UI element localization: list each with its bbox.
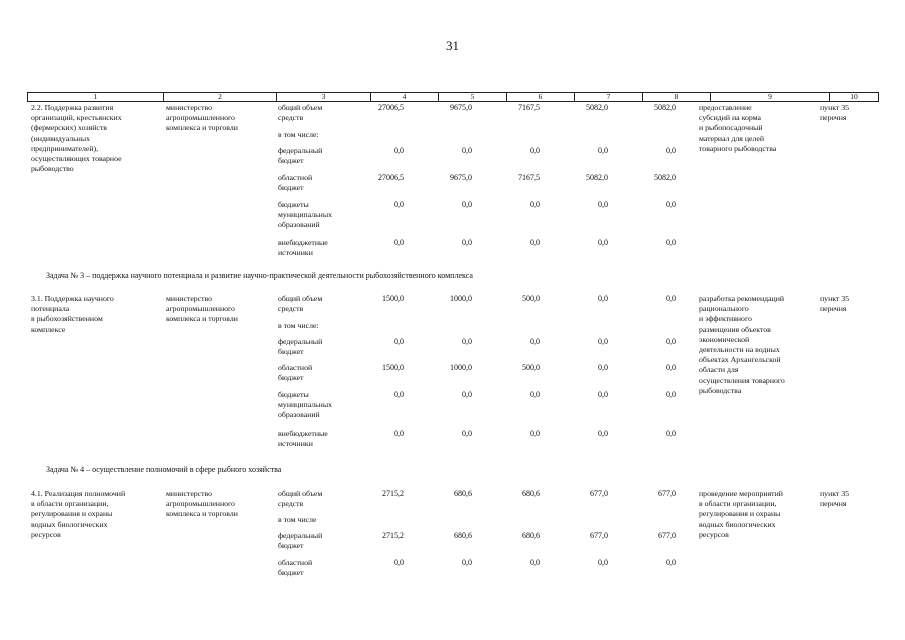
amount: 0,0 — [530, 558, 540, 567]
amount: 500,0 — [522, 363, 540, 372]
funding-label: внебюджетные источники — [278, 238, 328, 258]
amount: 0,0 — [394, 238, 404, 247]
expected-result: проведение мероприятий в области организации, регулирования и охраны водных биологических ресурсов — [699, 489, 783, 539]
funding-label: федеральный бюджет — [278, 531, 323, 551]
amount: 5082,0 — [586, 173, 608, 182]
amount: 0,0 — [530, 337, 540, 346]
column-number: 5 — [439, 93, 507, 102]
amount: 677,0 — [658, 489, 676, 498]
amount: 0,0 — [530, 200, 540, 209]
reference: пункт 35 перечня — [820, 103, 850, 123]
amount: 0,0 — [666, 200, 676, 209]
amount: 0,0 — [462, 146, 472, 155]
amount: 680,6 — [522, 531, 540, 540]
amount: 1500,0 — [382, 363, 404, 372]
amount: 0,0 — [666, 363, 676, 372]
amount: 677,0 — [658, 531, 676, 540]
measure-name: 2.2. Поддержка развития организаций, крестьянских (фермерских) хозяйств (индивидуальных предпринимателей), осуществляющих товарное рыбоводство — [31, 103, 122, 174]
amount: 0,0 — [462, 390, 472, 399]
amount: 0,0 — [598, 294, 608, 303]
column-number: 3 — [277, 93, 371, 102]
amount: 0,0 — [530, 146, 540, 155]
funding-label: в том числе — [278, 515, 317, 524]
measure-name: 3.1. Поддержка научного потенциала в рыбохозяйственном комплексе — [31, 294, 114, 334]
amount: 680,6 — [522, 489, 540, 498]
amount: 0,0 — [666, 238, 676, 247]
amount: 0,0 — [598, 146, 608, 155]
amount: 0,0 — [462, 337, 472, 346]
page-number: 31 — [446, 38, 459, 53]
amount: 7167,5 — [518, 173, 540, 182]
amount: 5082,0 — [654, 173, 676, 182]
amount: 9675,0 — [450, 173, 472, 182]
amount: 1000,0 — [450, 294, 472, 303]
amount: 680,6 — [454, 489, 472, 498]
amount: 0,0 — [666, 146, 676, 155]
amount: 27006,5 — [378, 103, 404, 112]
amount: 0,0 — [462, 238, 472, 247]
amount: 0,0 — [462, 200, 472, 209]
funding-label: федеральный бюджет — [278, 337, 323, 357]
column-number: 6 — [507, 93, 575, 102]
amount: 1500,0 — [382, 294, 404, 303]
amount: 0,0 — [598, 238, 608, 247]
amount: 9675,0 — [450, 103, 472, 112]
funding-label: в том числе: — [278, 130, 319, 139]
column-number: 9 — [711, 93, 830, 102]
amount: 0,0 — [598, 337, 608, 346]
amount: 680,6 — [454, 531, 472, 540]
funding-label: внебюджетные источники — [278, 429, 328, 449]
funding-label: областной бюджет — [278, 558, 313, 578]
amount: 0,0 — [666, 390, 676, 399]
funding-label: в том числе: — [278, 321, 319, 330]
amount: 0,0 — [462, 558, 472, 567]
funding-label: общий объем средств — [278, 489, 323, 509]
amount: 0,0 — [666, 294, 676, 303]
amount: 0,0 — [462, 429, 472, 438]
amount: 0,0 — [666, 337, 676, 346]
amount: 0,0 — [598, 429, 608, 438]
executor: министерство агропромышленного комплекса и торговли — [166, 294, 238, 324]
column-number: 10 — [830, 93, 879, 102]
amount: 0,0 — [394, 429, 404, 438]
amount: 7167,5 — [518, 103, 540, 112]
funding-label: федеральный бюджет — [278, 146, 323, 166]
column-number: 1 — [28, 93, 164, 102]
executor: министерство агропромышленного комплекса и торговли — [166, 489, 238, 519]
amount: 0,0 — [394, 146, 404, 155]
task-heading: Задача № 4 – осуществление полномочий в сфере рыбного хозяйства — [46, 465, 282, 474]
funding-label: общий объем средств — [278, 103, 323, 123]
column-number: 7 — [575, 93, 643, 102]
measure-name: 4.1. Реализация полномочий в области организации, регулирования и охраны водных биологических ресурсов — [31, 489, 126, 539]
column-number: 2 — [164, 93, 277, 102]
amount: 0,0 — [530, 429, 540, 438]
task-heading: Задача № 3 – поддержка научного потенциала и развитие научно-практической деятельности рыбохозяйственного комплекса — [46, 271, 473, 280]
amount: 500,0 — [522, 294, 540, 303]
funding-label: общий объем средств — [278, 294, 323, 314]
amount: 2715,2 — [382, 489, 404, 498]
reference: пункт 35 перечня — [820, 294, 850, 314]
amount: 27006,5 — [378, 173, 404, 182]
amount: 0,0 — [530, 238, 540, 247]
amount: 0,0 — [394, 337, 404, 346]
amount: 0,0 — [666, 429, 676, 438]
expected-result: предоставление субсидий на корма и рыбопосадочный материал для целей товарного рыбоводства — [699, 103, 777, 153]
amount: 0,0 — [598, 200, 608, 209]
funding-label: областной бюджет — [278, 173, 313, 193]
column-number: 4 — [371, 93, 439, 102]
amount: 0,0 — [394, 200, 404, 209]
funding-label: областной бюджет — [278, 363, 313, 383]
funding-label: бюджеты муниципальных образований — [278, 200, 332, 230]
amount: 2715,2 — [382, 531, 404, 540]
reference: пункт 35 перечня — [820, 489, 850, 509]
amount: 0,0 — [394, 558, 404, 567]
amount: 0,0 — [598, 390, 608, 399]
amount: 5082,0 — [586, 103, 608, 112]
amount: 5082,0 — [654, 103, 676, 112]
amount: 0,0 — [666, 558, 676, 567]
executor: министерство агропромышленного комплекса и торговли — [166, 103, 238, 133]
column-number: 8 — [643, 93, 711, 102]
amount: 677,0 — [590, 489, 608, 498]
funding-label: бюджеты муниципальных образований — [278, 390, 332, 420]
column-header-row — [27, 92, 879, 102]
amount: 0,0 — [530, 390, 540, 399]
amount: 677,0 — [590, 531, 608, 540]
amount: 1000,0 — [450, 363, 472, 372]
amount: 0,0 — [598, 558, 608, 567]
amount: 0,0 — [598, 363, 608, 372]
expected-result: разработка рекомендаций рационального и эффективного размещения объектов экономической деятельности на водных объектах Архангельской области для осуществления товарного рыбоводства — [699, 294, 785, 395]
amount: 0,0 — [394, 390, 404, 399]
